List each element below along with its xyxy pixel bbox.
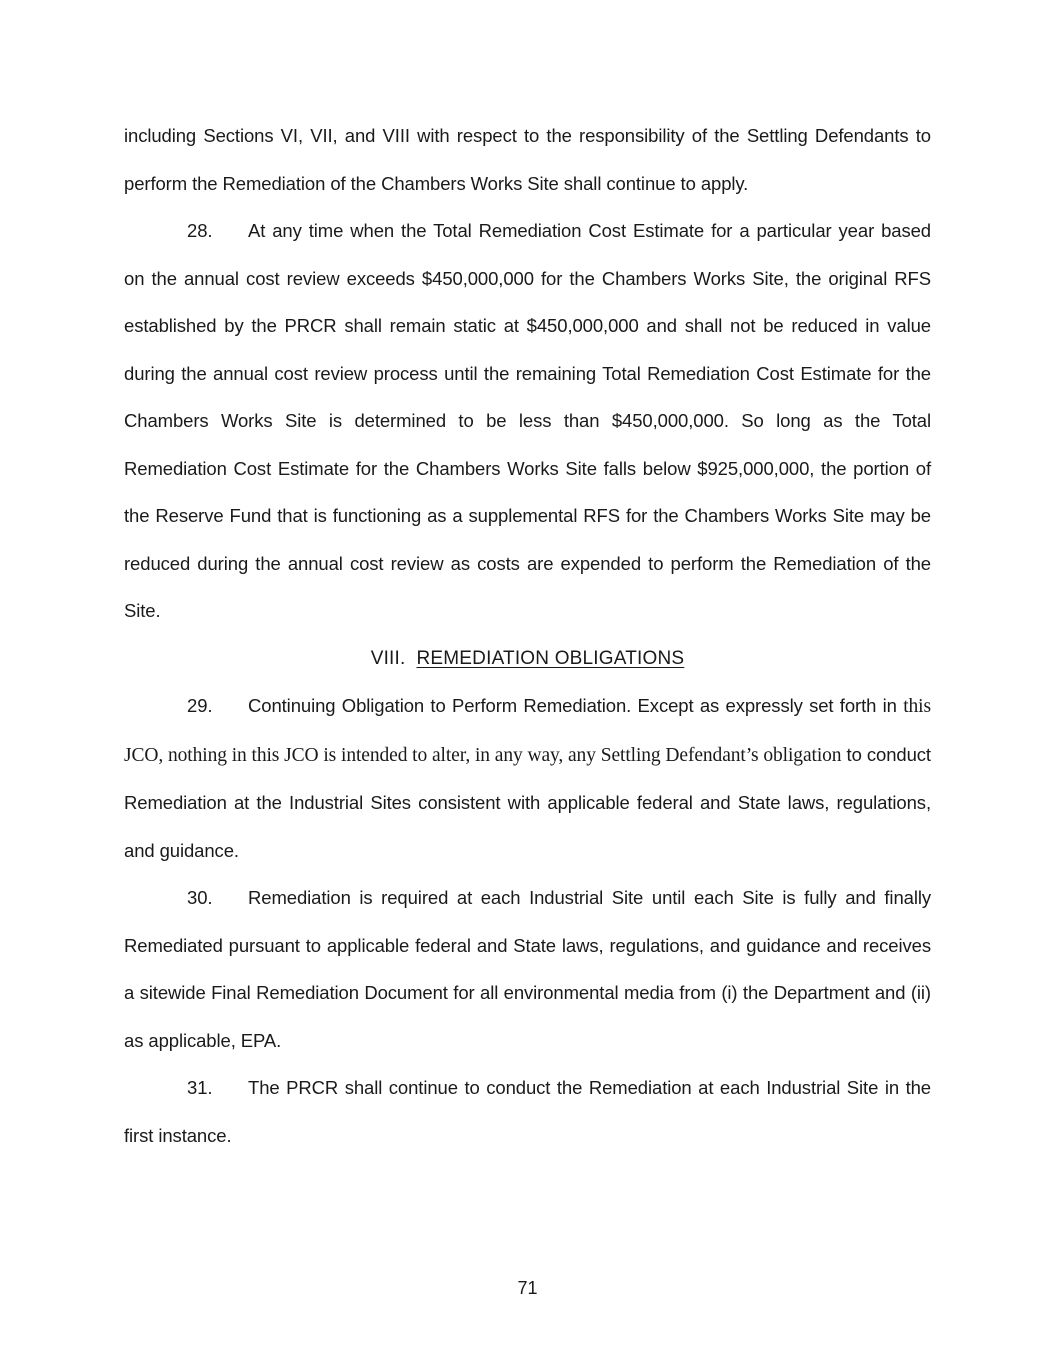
document-body: [124, 112, 931, 1159]
paragraph-29: [124, 682, 931, 874]
section-heading: [124, 635, 931, 683]
paragraph-31: [124, 1064, 931, 1159]
continuation-paragraph: including Sections VI, VII, and VIII with respect to the responsibility of the Settling Defendants to perform the Remediation of the Chambers Works Site shall continue to apply.: [124, 125, 931, 194]
page-number: 71: [517, 1278, 538, 1298]
paragraph-text: to conduct Remediation at the Industrial Sites consistent with applicable federal and State laws, regulations, and guidance.: [124, 743, 931, 861]
paragraph-30: [124, 874, 931, 1064]
paragraph-text: Remediation is required at each Industrial Site until each Site is fully and finally Remediated pursuant to applicable federal and State laws, regulations, and guidance and receives a sitewide Final Remediation Document for all environmental media from (i) the Department and (ii) as applicable, EPA.: [124, 887, 931, 1051]
section-numeral: VIII.: [370, 647, 406, 669]
paragraph-text: Continuing Obligation to Perform Remediation. Except as expressly set forth in: [248, 695, 897, 716]
paragraph-number: 31.: [187, 1077, 213, 1098]
paragraph-text: The PRCR shall continue to conduct the Remediation at each Industrial Site in the first instance.: [124, 1077, 931, 1146]
paragraph-28: [124, 207, 931, 635]
paragraph-number: 28.: [187, 220, 213, 241]
paragraph-text-serif: this JCO, nothing in this JCO is intended to alter, in any way, any Settling Defendant’s obligation: [124, 696, 931, 766]
paragraph-number: 29.: [187, 695, 213, 716]
section-title: REMEDIATION OBLIGATIONS: [416, 647, 685, 669]
paragraph-text: At any time when the Total Remediation Cost Estimate for a particular year based on the annual cost review exceeds $450,000,000 for the Chambers Works Site, the original RFS established by the PRCR shall remain static at $450,000,000 and shall not be reduced in value during the annual cost review process until the remaining Total Remediation Cost Estimate for the Chambers Works Site is determined to be less than $450,000,000. So long as the Total Remediation Cost Estimate for the Chambers Works Site falls below $925,000,000, the portion of the Reserve Fund that is functioning as a supplemental RFS for the Chambers Works Site may be reduced during the annual cost review as costs are expended to perform the Remediation of the Site.: [124, 220, 931, 621]
paragraph-number: 30.: [187, 887, 213, 908]
